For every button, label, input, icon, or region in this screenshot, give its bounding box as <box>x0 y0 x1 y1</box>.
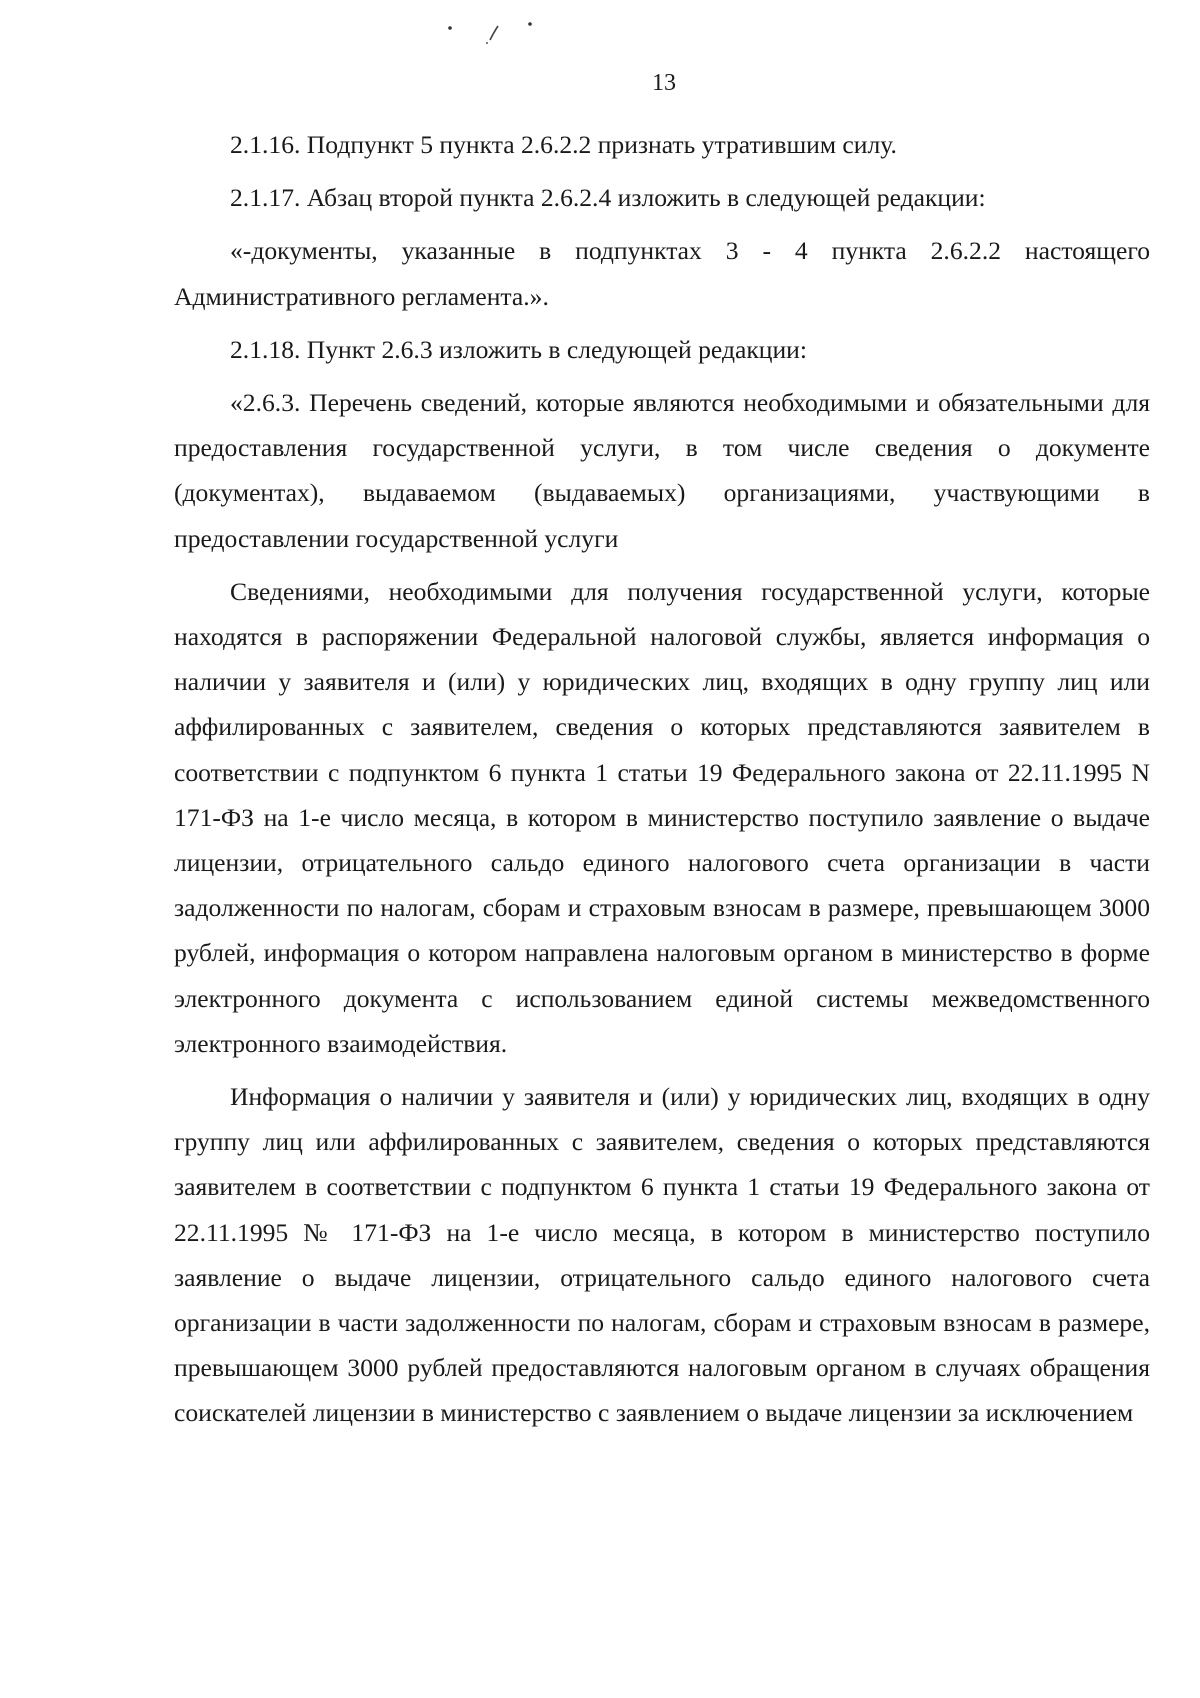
paragraph-information-fns: Сведениями, необходимыми для получения государственной услуги, которые находятся в распоряжении Федеральной налоговой службы, является информация о наличии у заявителя и (или) у юридических лиц, входящих в одну группу лиц или аффилированных с заявителем, сведения о которых представляются заявителем в соответствии с подпунктом 6 пункта 1 статьи 19 Федерального закона от 22.11.1995 N 171-ФЗ на 1-е число месяца, в котором в министерство поступило заявление о выдаче лицензии, отрицательного сальдо единого налогового счета организации в части задолженности по налогам, сборам и страховым взносам в размере, превышающем 3000 рублей, информация о котором направлена налоговым органом в министерство в форме электронного документа с использованием единой системы межведомственного электронного взаимодействия. <box>174 576 1150 1058</box>
document-body <box>174 122 1150 1436</box>
paragraph-2-6-3-heading: «2.6.3. Перечень сведений, которые являются необходимыми и обязательными для предоставления государственной услуги, в том числе сведения о документе (документах), выдаваемом (выдаваемых) организациями, участвующими в предоставлении государственной услуги <box>174 388 1150 553</box>
paragraph-2-1-18: 2.1.18. Пункт 2.6.3 изложить в следующей редакции: <box>230 334 807 364</box>
scan-artifact-marks <box>440 18 560 48</box>
paragraph-information-provision: Информация о наличии у заявителя и (или) у юридических лиц, входящих в одну группу лиц или аффилированных с заявителем, сведения о которых представляются заявителем в соответствии с подпунктом 6 пункта 1 статьи 19 Федерального закона от 22.11.1995 № 171-ФЗ на 1-е число месяца, в котором в министерство поступило заявление о выдаче лицензии, отрицательного сальдо единого налогового счета организации в части задолженности по налогам, сборам и страховым взносам в размере, превышающем 3000 рублей предоставляются налоговым органом в случаях обращения соискателей лицензии в министерство с заявлением о выдаче лицензии за исключением <box>174 1082 1150 1428</box>
paragraph-quote-documents: «-документы, указанные в подпунктах 3 - 4 пункта 2.6.2.2 настоящего Административного регламента.». <box>174 236 1150 311</box>
paragraph-2-1-16: 2.1.16. Подпункт 5 пункта 2.6.2.2 признать утратившим силу. <box>230 130 897 159</box>
paragraph-2-1-17: 2.1.17. Абзац второй пункта 2.6.2.4 изложить в следующей редакции: <box>230 183 986 213</box>
page-number: 13 <box>652 70 676 96</box>
